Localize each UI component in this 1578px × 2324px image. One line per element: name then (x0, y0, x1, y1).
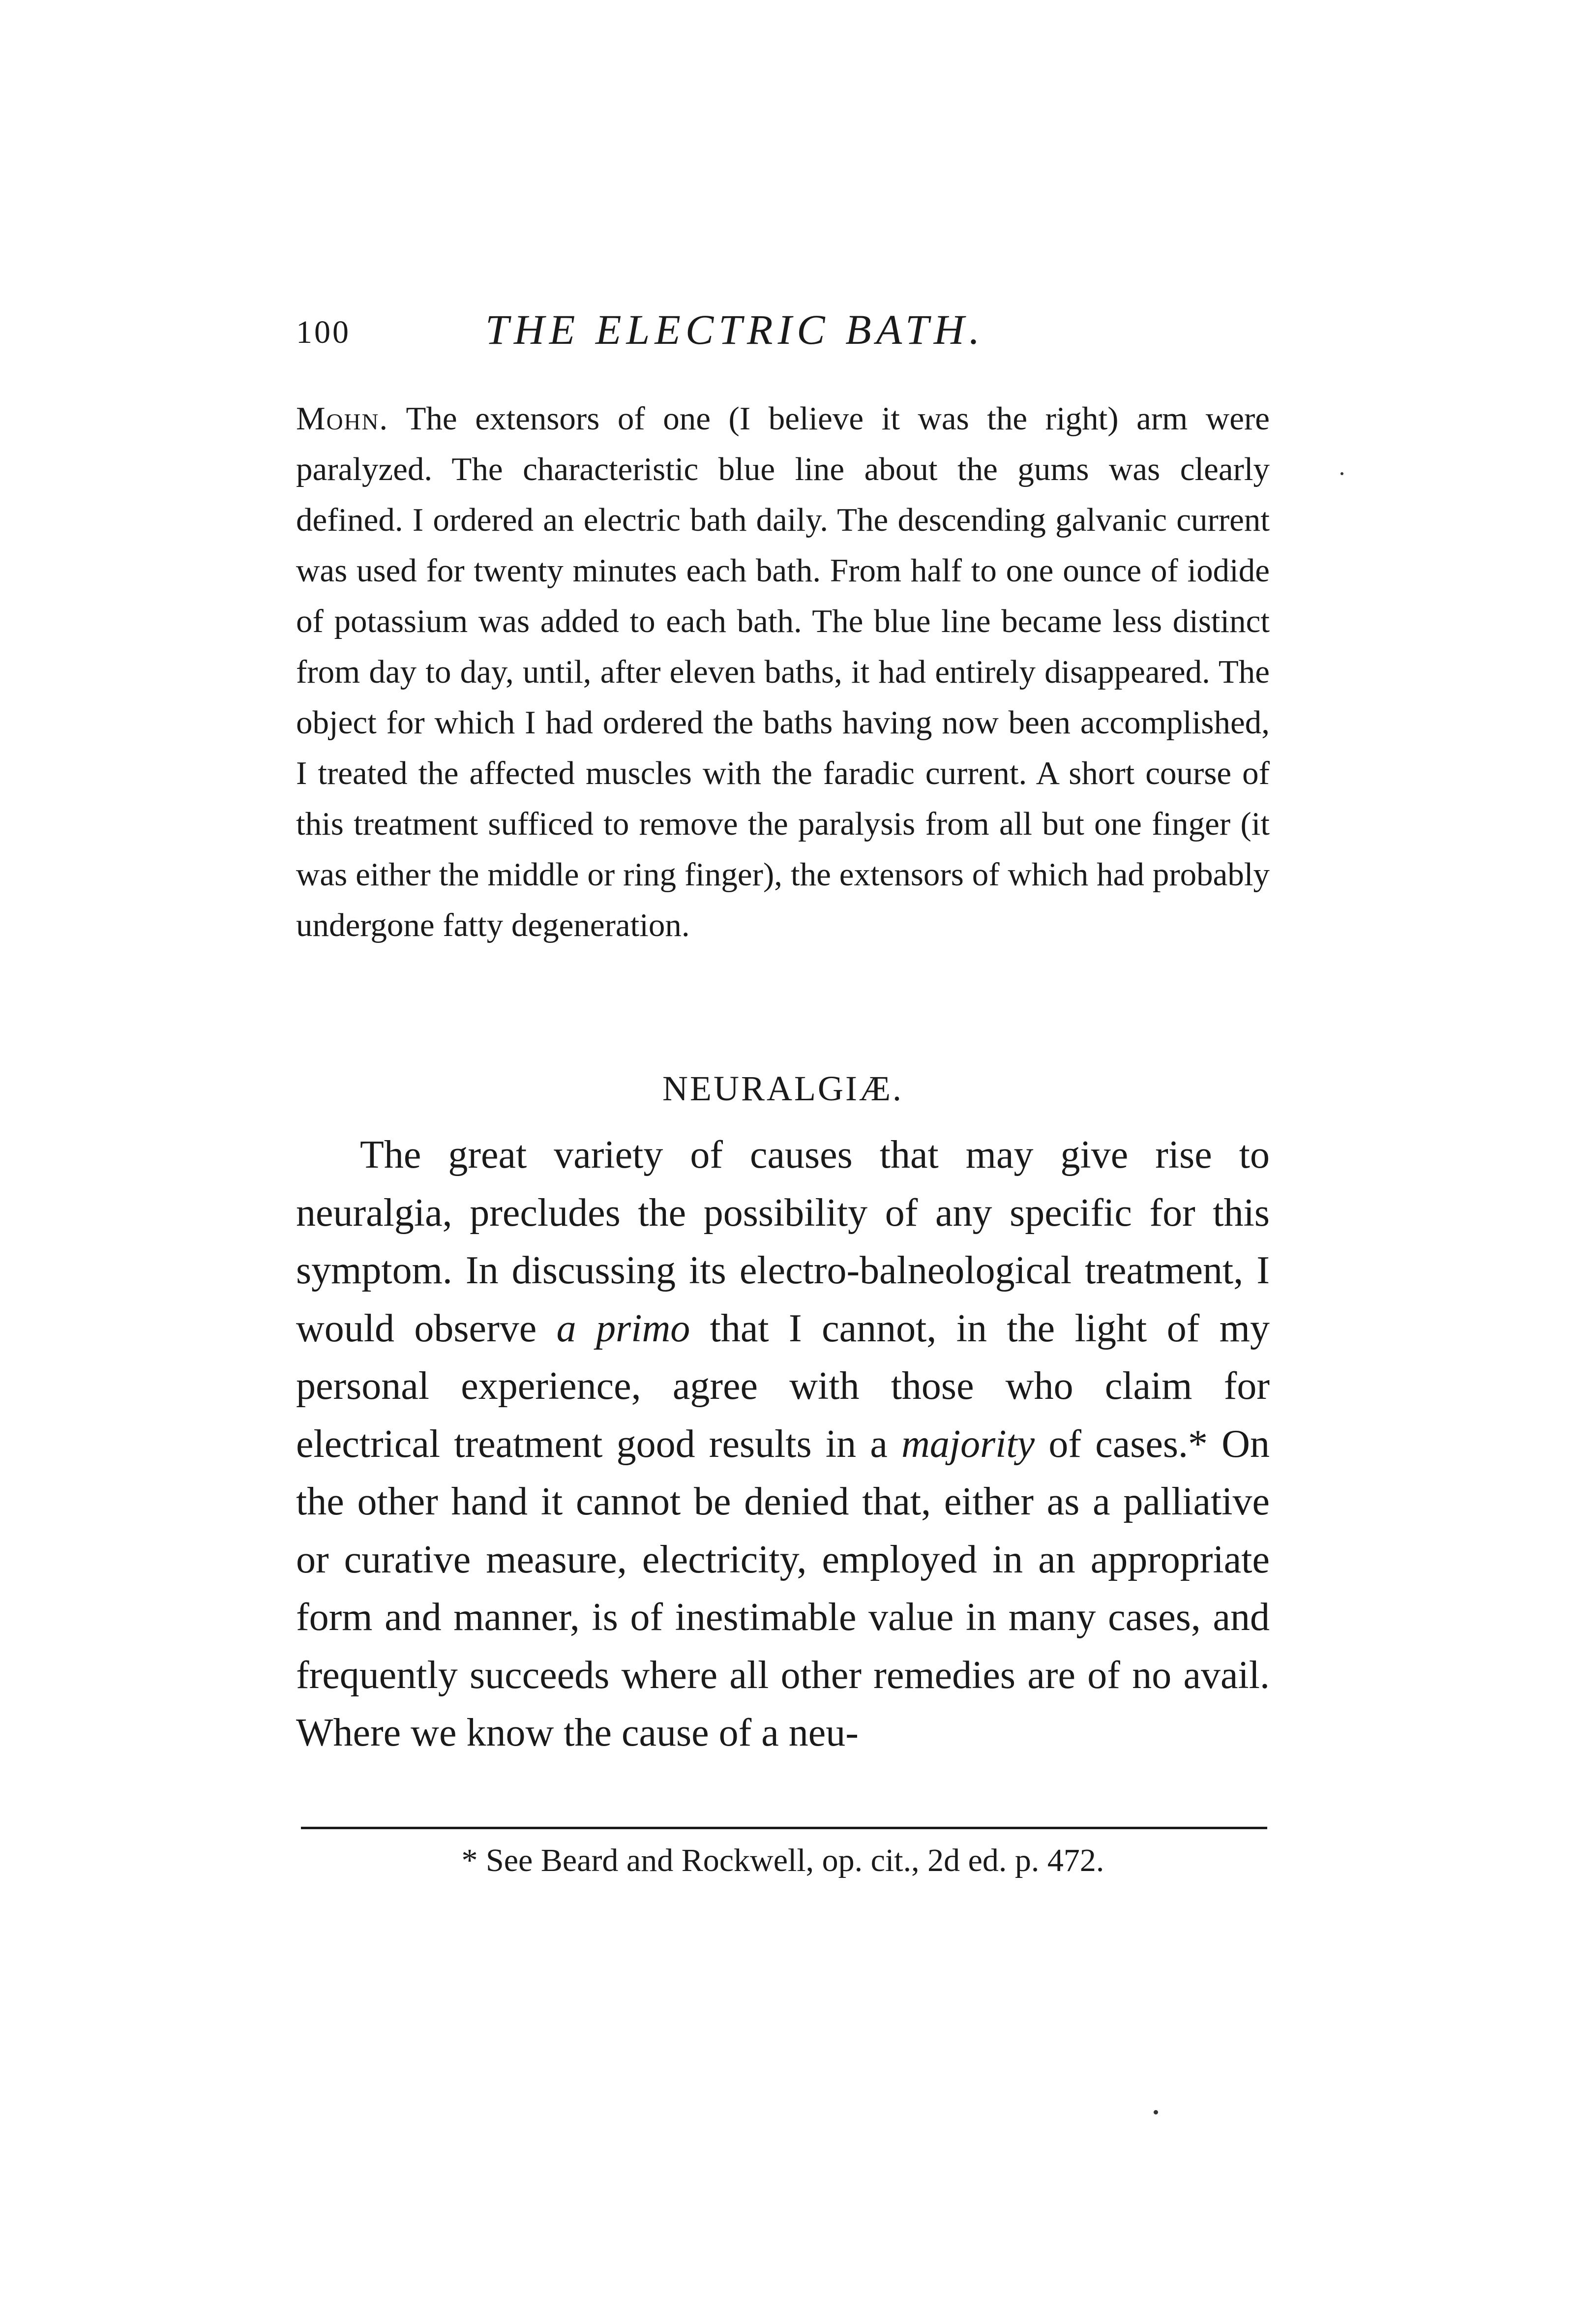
running-title: THE ELECTRIC BATH. (485, 306, 985, 353)
print-speck (1154, 2110, 1158, 2114)
running-head (296, 305, 1270, 359)
footnote-rule (301, 1827, 1267, 1829)
footnote: * See Beard and Rockwell, op. cit., 2d ed. p. 472. (461, 1842, 1104, 1878)
neuralgia-text-part-1: The great variety of causes that may give rise to neuralgia, precludes the possibility of any specific for this symptom. In discussing its electro-balneological treatment, I would observe (296, 1133, 1270, 1350)
neuralgia-text-part-2: that I cannot, in the light of my personal experience, agree with those who claim for electrical treatment good results in a (296, 1306, 1270, 1466)
print-speck (1340, 472, 1343, 475)
case-report-paragraph (296, 393, 1270, 951)
section-heading: NEURALGIÆ. (662, 1069, 903, 1108)
neuralgia-text-part-3: of cases.* On the other hand it cannot be denied that, either as a palliative or curative measure, electricity, employed in an appropriate form and manner, is of inestimable value in many cases, and frequently succeeds where all other remedies are of no avail. Where we know the cause of a neu- (296, 1422, 1270, 1754)
case-name: Mohn. (296, 400, 389, 437)
neuralgia-italic-2: majority (901, 1422, 1035, 1466)
neuralgia-paragraph (296, 1126, 1270, 1762)
page-number: 100 (296, 314, 351, 350)
neuralgia-italic-1: a primo (556, 1306, 690, 1350)
case-report-body: The extensors of one (I believe it was the right) arm were paralyzed. The characteristic blue line about the gums was clearly defined. I ordered an electric bath daily. The descending galvanic current was used for twenty minutes each bath. From half to one ounce of iodide of potassium was added to each bath. The blue line became less distinct from day to day, until, after eleven baths, it had entirely disappeared. The object for which I had ordered the baths having now been accomplished, I treated the affected muscles with the faradic current. A short course of this treatment sufficed to remove the paralysis from all but one finger (it was either the middle or ring finger), the extensors of which had probably undergone fatty degeneration. (296, 400, 1270, 943)
